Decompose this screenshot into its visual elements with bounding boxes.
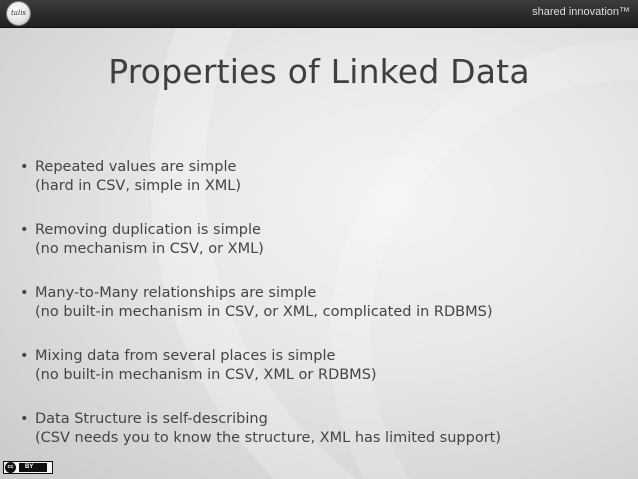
bullet-dot-icon: •: [20, 222, 29, 238]
bullet-dot-icon: •: [20, 411, 29, 427]
bullet-item: [18, 410, 628, 448]
slide-title: Properties of Linked Data: [108, 52, 530, 91]
bullet-subtext: (no built-in mechanism in CSV, XML or RDBMS): [35, 367, 377, 383]
bullet-item: [18, 347, 628, 385]
logo-text: talis: [10, 9, 27, 17]
bullet-text: Many-to-Many relationships are simple: [35, 285, 317, 301]
bullet-list: [18, 158, 628, 473]
talis-logo: [6, 1, 31, 26]
bullet-subtext: (no mechanism in CSV, or XML): [35, 241, 264, 257]
creative-commons-icon: cc: [5, 462, 16, 473]
tagline: shared innovation™: [532, 6, 630, 18]
bullet-dot-icon: •: [20, 159, 29, 175]
bullet-dot-icon: •: [20, 285, 29, 301]
bullet-text: Data Structure is self-describing: [35, 411, 268, 427]
bullet-item: [18, 284, 628, 322]
bullet-dot-icon: •: [20, 348, 29, 364]
bullet-text: Mixing data from several places is simple: [35, 348, 336, 364]
attribution-label: BY: [19, 463, 47, 472]
bullet-subtext: (CSV needs you to know the structure, XML has limited support): [35, 430, 502, 446]
bullet-subtext: (no built-in mechanism in CSV, or XML, complicated in RDBMS): [35, 304, 493, 320]
header-bar: [0, 0, 638, 28]
bullet-item: [18, 221, 628, 259]
bullet-text: Removing duplication is simple: [35, 222, 261, 238]
bullet-text: Repeated values are simple: [35, 159, 237, 175]
cc-license-badge[interactable]: [3, 461, 53, 474]
bullet-item: [18, 158, 628, 196]
bullet-subtext: (hard in CSV, simple in XML): [35, 178, 242, 194]
